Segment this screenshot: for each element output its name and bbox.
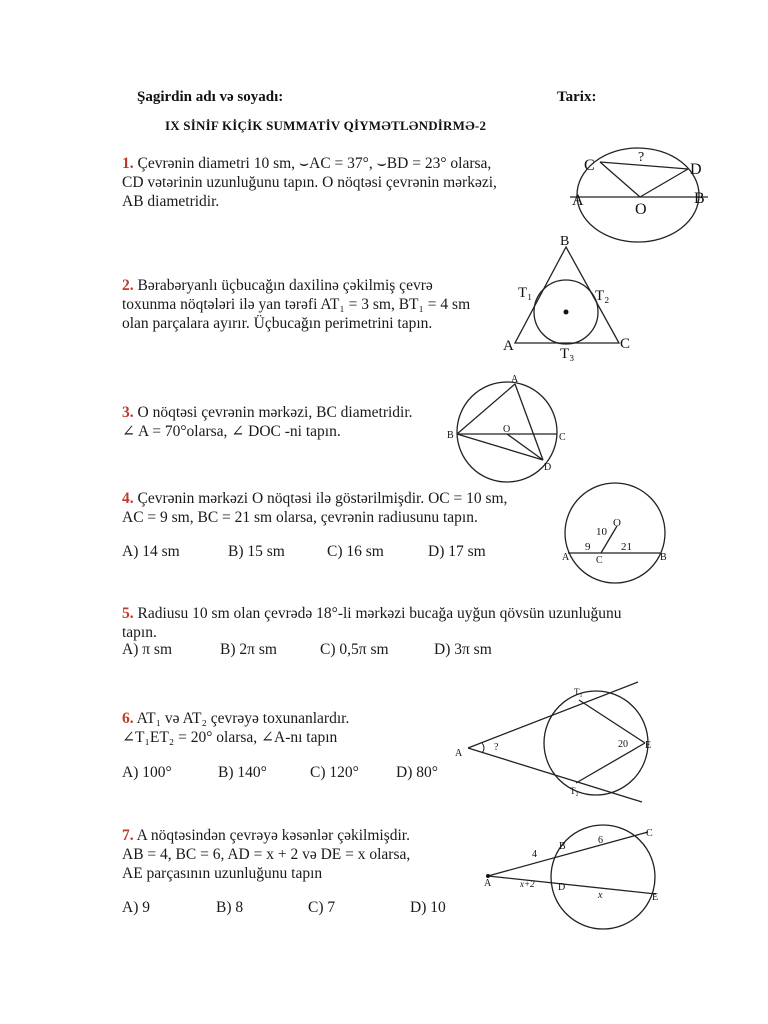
label-c: C (646, 828, 653, 839)
page-title: IX SİNİF KİÇİK SUMMATİV QİYMƏTLƏNDİRMƏ-2 (165, 118, 487, 133)
label-t1: T₁ (518, 285, 533, 301)
label-a: A (511, 374, 519, 385)
question-text-line: ∠ A = 70°olarsa, ∠ DOC -ni tapın. (122, 423, 341, 440)
question-text-line: tapın. (122, 624, 157, 641)
option-c[interactable]: C) 0,5π sm (320, 641, 389, 658)
label-c: C (620, 336, 631, 352)
label-t2: T₂ (570, 786, 579, 796)
label-ab: 4 (532, 849, 537, 860)
label-e: E (645, 740, 652, 751)
option-d[interactable]: D) 17 sm (428, 543, 486, 560)
question-text-line: AB diametridir. (122, 193, 220, 210)
label-d: D (558, 882, 566, 893)
option-d[interactable]: D) 10 (410, 899, 446, 916)
question-text-line: toxunma nöqtələri ilə yan tərəfi AT₁ = 3 sm, BT₁ = 4 sm (122, 296, 471, 313)
label-b: B (447, 430, 454, 441)
label-a: A (572, 192, 584, 209)
label-a: A (503, 338, 514, 354)
option-a[interactable]: A) π sm (122, 641, 173, 658)
question-3 (122, 403, 413, 441)
segment-bd (457, 434, 543, 460)
label-angle: 20 (618, 739, 628, 750)
figure-2 (500, 230, 650, 365)
label-o: O (613, 517, 621, 529)
question-text-line: AT₁ və AT₂ çevrəyə toxunanlardır. (136, 710, 350, 727)
option-d[interactable]: D) 80° (396, 764, 438, 781)
label-b: B (560, 234, 570, 249)
label-d: D (544, 462, 552, 473)
label-o: O (503, 424, 511, 435)
option-b[interactable]: B) 8 (216, 899, 244, 916)
circle (551, 825, 655, 929)
question-text-line: olan parçalara ayırır. Üçbucağın perimetrini tapın. (122, 315, 433, 332)
label-a: A (562, 552, 570, 563)
label-c: C (596, 555, 603, 566)
label-ac: 9 (585, 541, 591, 553)
option-d[interactable]: D) 3π sm (434, 641, 492, 658)
question-number: 6. (122, 710, 134, 727)
label-a: A (484, 878, 492, 889)
question-text-line: ∠T₁ET₂ = 20° olarsa, ∠A-nı tapın (122, 729, 338, 746)
label-oc: 10 (596, 526, 607, 538)
figure-6 (450, 680, 650, 805)
figure-4 (560, 480, 675, 590)
question-6 (122, 709, 349, 747)
date-label: Tarix: (557, 89, 597, 105)
label-b: B (559, 841, 566, 852)
tangent-at1 (468, 682, 638, 748)
question-number: 5. (122, 605, 134, 622)
option-a[interactable]: A) 14 sm (122, 543, 180, 560)
segment-t1e (579, 700, 645, 743)
student-name-label: Şagirdin adı və soyadı: (137, 89, 284, 105)
angle-arc-a (482, 743, 484, 753)
question-text-line: AB = 4, BC = 6, AD = x + 2 və DE = x olarsa, (122, 846, 411, 863)
label-c: C (584, 157, 595, 174)
label-c: C (559, 432, 566, 443)
question-text-line: Çevrənin mərkəzi O nöqtəsi ilə göstərilmişdir. OC = 10 sm, (137, 490, 508, 507)
label-question: ? (638, 150, 645, 165)
label-bc: 6 (598, 835, 603, 846)
segment-ad (515, 384, 543, 460)
option-c[interactable]: C) 120° (310, 764, 359, 781)
option-a[interactable]: A) 9 (122, 899, 150, 916)
option-c[interactable]: C) 16 sm (327, 543, 384, 560)
label-e: E (652, 892, 659, 903)
question-7 (122, 826, 410, 883)
option-c[interactable]: C) 7 (308, 899, 336, 916)
label-a: A (455, 748, 463, 759)
option-b[interactable]: B) 140° (218, 764, 267, 781)
question-2 (122, 276, 470, 333)
label-ad: x+2 (520, 879, 535, 889)
label-bc: 21 (621, 541, 632, 553)
question-text-line: AE parçasının uzunluğunu tapın (122, 865, 323, 882)
question-text-line: Radiusu 10 sm olan çevrədə 18°-li mərkəzi bucağa uyğun qövsün uzunluğunu (137, 605, 622, 622)
question-text-line: Çevrənin diametri 10 sm, ⌣AC = 37°, ⌣BD = 23° olarsa, (137, 155, 492, 172)
option-b[interactable]: B) 2π sm (220, 641, 277, 658)
question-number: 3. (122, 404, 134, 421)
circle (544, 691, 648, 795)
question-4 (122, 489, 507, 527)
question-number: 4. (122, 490, 134, 507)
question-number: 7. (122, 827, 134, 844)
secant-ade (488, 876, 656, 894)
radius-oc (600, 162, 640, 197)
option-b[interactable]: B) 15 sm (228, 543, 285, 560)
label-de: x (598, 890, 603, 901)
label-question: ? (494, 742, 499, 753)
label-d: D (690, 161, 702, 178)
radius-od (640, 169, 688, 197)
label-b: B (694, 190, 705, 207)
label-t2: T₂ (595, 288, 610, 304)
circle (565, 483, 665, 583)
label-o: O (635, 201, 647, 218)
option-a[interactable]: A) 100° (122, 764, 172, 781)
question-number: 2. (122, 277, 134, 294)
figure-7 (480, 820, 670, 935)
question-1 (122, 154, 497, 211)
question-5 (122, 604, 622, 642)
label-t1: T₁ (574, 687, 583, 697)
figure-3 (445, 372, 575, 482)
tangent-at2 (468, 748, 642, 802)
label-b: B (660, 552, 667, 563)
question-text-line: O nöqtəsi çevrənin mərkəzi, BC diametridir. (137, 404, 413, 421)
question-text-line: Bərabəryanlı üçbucağın daxilinə çəkilmiş çevrə (137, 277, 433, 294)
center-point (564, 310, 569, 315)
label-t3: T₃ (560, 346, 575, 362)
question-text-line: A nöqtəsindən çevrəyə kəsənlər çəkilmişdir. (136, 827, 410, 844)
question-text-line: AC = 9 sm, BC = 21 sm olarsa, çevrənin radiusunu tapın. (122, 509, 478, 526)
question-text-line: CD vətərinin uzunluğunu tapın. O nöqtəsi çevrənin mərkəzi, (122, 174, 497, 191)
question-number: 1. (122, 155, 134, 172)
